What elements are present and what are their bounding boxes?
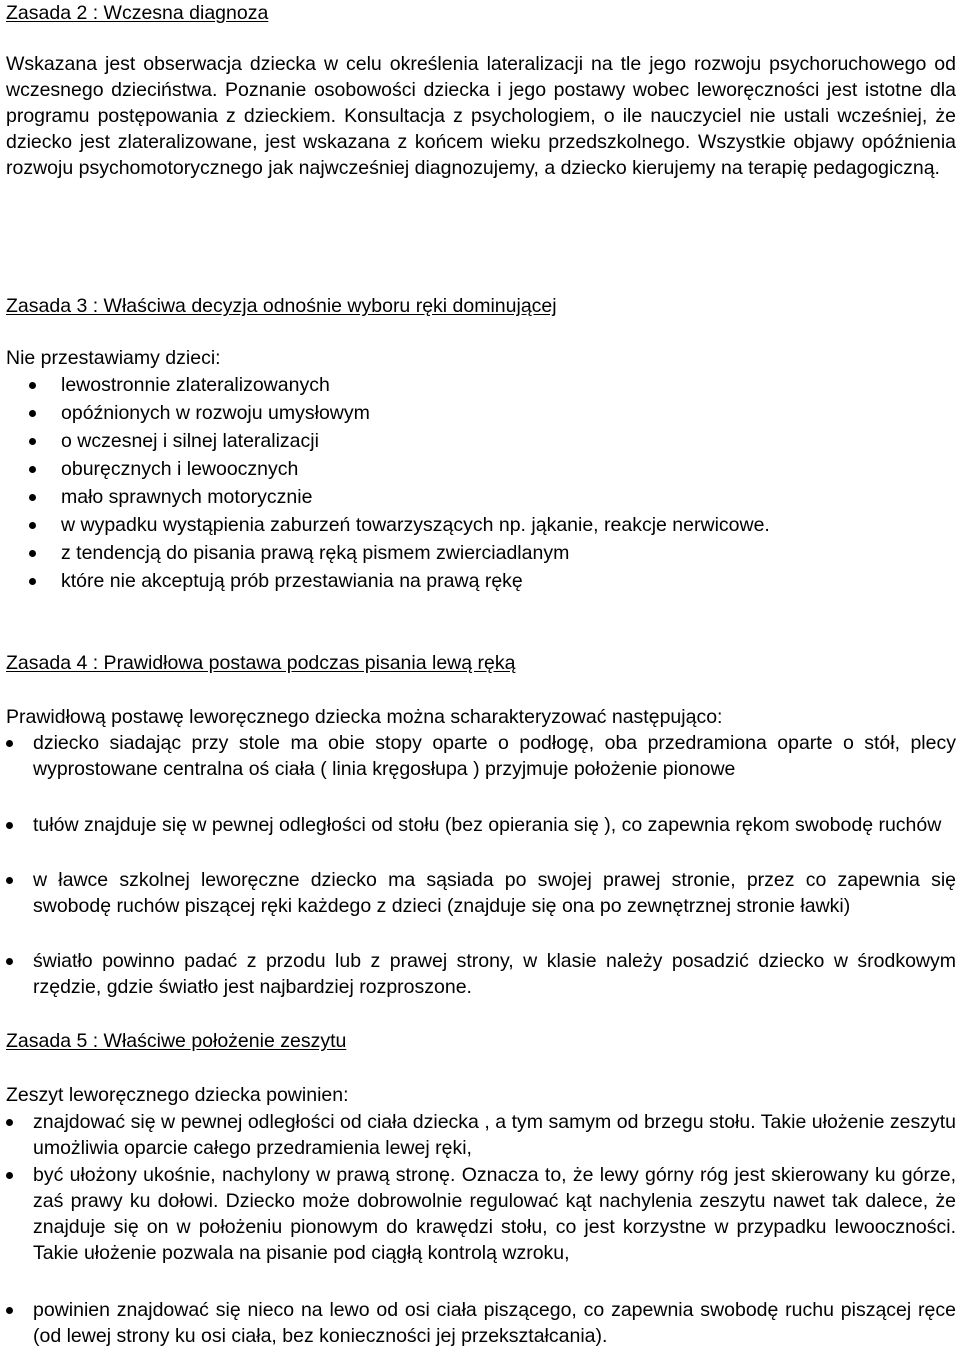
list-item-text: znajdować się w pewnej odległości od ciała dziecka , a tym samym od brzegu stołu. Takie ułożenie zeszytu umożliwia oparcie całego przedramienia lewej ręki, [33,1111,956,1159]
list-item-text: o wczesnej i silnej lateralizacji [61,430,319,452]
list-item-text: dziecko siadając przy stole ma obie stopy oparte o podłogę, oba przedramiona oparte o stół, plecy wyprostowane centralna oś ciała ( linia kręgosłupa ) przyjmuje położenie pionowe [33,732,956,780]
bullet-icon [6,1119,13,1126]
bullet-icon [29,410,36,417]
bullet-icon [6,740,13,747]
list-item-text: z tendencją do pisania prawą ręką pismem zwierciadlanym [61,542,570,564]
bullet-icon [29,382,36,389]
bullet-icon [6,877,13,884]
list-item [0,1109,956,1162]
list-item-text: w wypadku wystąpienia zaburzeń towarzyszących np. jąkanie, reakcje nerwicowe. [61,514,770,536]
list-item [0,568,956,596]
list-item [0,372,956,400]
bullet-icon [29,494,36,501]
list-item-text: tułów znajduje się w pewnej odległości od stołu (bez opierania się ), co zapewnia rękom swobodę ruchów [33,814,942,836]
bullet-icon [6,1307,13,1314]
section-4-list [0,730,956,1000]
bullet-icon [6,1172,13,1179]
list-item [0,484,956,512]
list-item [0,812,956,867]
list-item-text: być ułożony ukośnie, nachylony w prawą stronę. Oznacza to, że lewy górny róg jest skierowany ku górze, zaś prawy ku dołowi. Dziecko może dobrowolnie regulować kąt nachylenia zeszytu nawet tak dalece, że znajduje się on w położeniu pionowym do krawędzi stołu, co jest korzystne w przypadku lewooczności. Takie ułożenie pozwala na pisanie pod ciągłą kontrolą wzroku, [33,1164,956,1264]
list-item [0,867,956,948]
list-item [0,456,956,484]
list-item [0,730,956,812]
list-item [0,428,956,456]
list-item-text: powinien znajdować się nieco na lewo od osi ciała piszącego, co zapewnia swobodę ruchu piszącej ręce (od lewej strony ku osi ciała, bez konieczności jej przekształcania). [33,1299,956,1347]
section-3-intro: Nie przestawiamy dzieci: [6,347,221,369]
bullet-icon [29,466,36,473]
list-item [0,540,956,568]
section-4-intro: Prawidłową postawę leworęcznego dziecka można scharakteryzować następująco: [6,706,723,728]
bullet-icon [6,958,13,965]
list-item [0,948,956,1000]
section-4-heading: Zasada 4 : Prawidłowa postawa podczas pisania lewą ręką [6,652,516,674]
list-item-text: lewostronnie zlateralizowanych [61,374,330,396]
bullet-icon [6,822,13,829]
section-2-heading: Zasada 2 : Wczesna diagnoza [6,2,269,24]
bullet-icon [29,438,36,445]
list-item [0,1162,956,1297]
section-3-heading: Zasada 3 : Właściwa decyzja odnośnie wyboru ręki dominującej [6,295,557,317]
section-2-paragraph: Wskazana jest obserwacja dziecka w celu określenia lateralizacji na tle jego rozwoju psychoruchowego od wczesnego dzieciństwa. Poznanie osobowości dziecka i jego postawy wobec leworęczności jest istotne dla programu postępowania z dzieckiem. Konsultacja z psychologiem, o ile nauczyciel nie ustali wcześniej, że dziecko jest zlateralizowane, jest wskazana z końcem wieku przedszkolnego. Wszystkie objawy opóźnienia rozwoju psychomotorycznego jak najwcześniej diagnozujemy, a dziecko kierujemy na terapię pedagogiczną. [6,53,956,179]
list-item-text: opóźnionych w rozwoju umysłowym [61,402,370,424]
section-3-list [0,372,956,596]
list-item [0,400,956,428]
bullet-icon [29,578,36,585]
bullet-icon [29,550,36,557]
section-5-intro: Zeszyt leworęcznego dziecka powinien: [6,1084,349,1106]
bullet-icon [29,522,36,529]
list-item [0,1297,956,1349]
list-item-text: które nie akceptują prób przestawiania na prawą rękę [61,570,523,592]
section-5-heading: Zasada 5 : Właściwe położenie zeszytu [6,1030,347,1052]
list-item-text: światło powinno padać z przodu lub z prawej strony, w klasie należy posadzić dziecko w środkowym rzędzie, gdzie światło jest najbardziej rozproszone. [33,950,956,998]
list-item [0,512,956,540]
section-5-list [0,1109,956,1349]
list-item-text: w ławce szkolnej leworęczne dziecko ma sąsiada po swojej prawej stronie, przez co zapewnia się swobodę ruchów piszącej ręki każdego z dzieci (znajduje się ona po zewnętrznej stronie ławki) [33,869,956,917]
list-item-text: oburęcznych i lewoocznych [61,458,299,480]
list-item-text: mało sprawnych motorycznie [61,486,313,508]
